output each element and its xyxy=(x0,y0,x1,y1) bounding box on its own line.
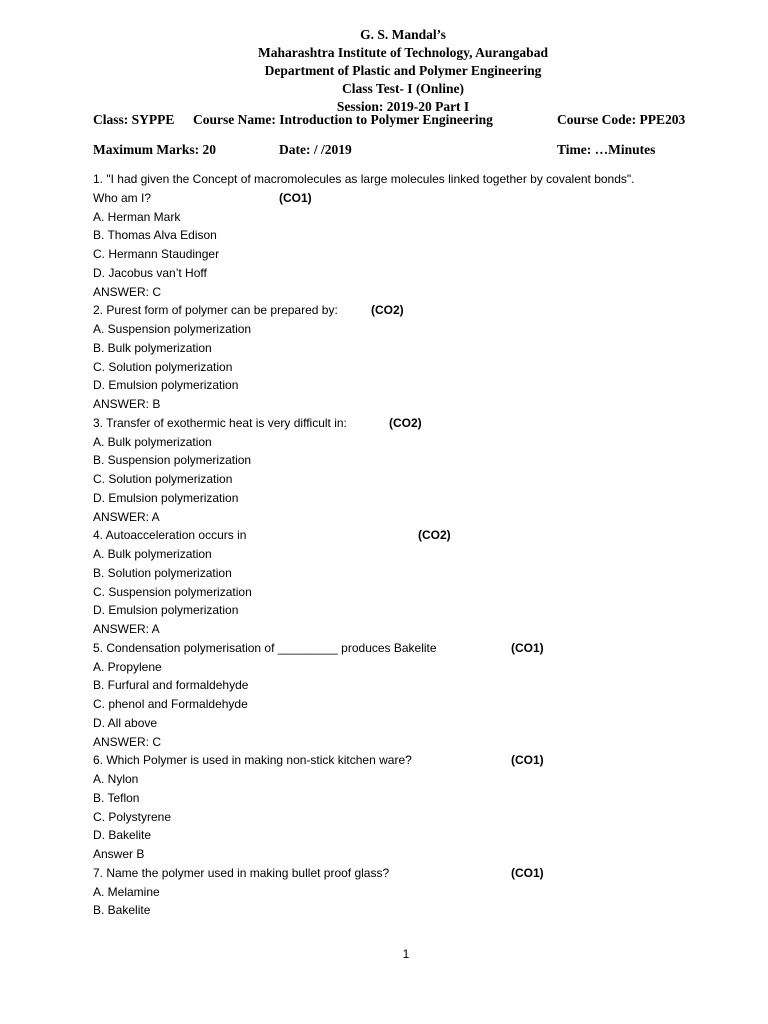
question-line xyxy=(93,189,713,208)
line-text: A. Nylon xyxy=(93,772,139,786)
question-line xyxy=(93,751,713,770)
line-text: B. Bakelite xyxy=(93,903,151,918)
question-line xyxy=(93,883,713,902)
line-text: A. Suspension polymerization xyxy=(93,322,252,336)
max-marks-label: Maximum Marks: 20 xyxy=(93,142,216,157)
question-line xyxy=(93,433,713,452)
question-line xyxy=(93,320,713,339)
question-line xyxy=(93,545,713,564)
line-text: 6. Which Polymer is used in making non-stick kitchen ware? xyxy=(93,753,412,768)
question-line xyxy=(93,470,713,489)
line-text: A. Bulk polymerization xyxy=(93,434,212,449)
question-line xyxy=(93,808,713,827)
line-text: Who am I? xyxy=(93,190,152,205)
line-text: 2. Purest form of polymer can be prepared by: xyxy=(93,303,338,318)
question-line xyxy=(93,264,713,283)
line-text: 4. Autoacceleration occurs in xyxy=(93,528,247,543)
line-text: D. Emulsion polymerization xyxy=(93,378,239,393)
line-text: ANSWER: C xyxy=(93,734,162,749)
line-text: B. Bulk polymerization xyxy=(93,340,212,355)
question-line xyxy=(93,283,713,302)
date-label: Date: / /2019 xyxy=(279,142,352,157)
line-text: 3. Transfer of exothermic heat is very difficult in: xyxy=(93,415,347,430)
question-line xyxy=(93,695,713,714)
line-text: B. Teflon xyxy=(93,790,140,805)
question-line xyxy=(93,564,713,583)
line-text: B. Solution polymerization xyxy=(93,565,232,580)
page-number: 1 xyxy=(402,947,410,961)
question-line xyxy=(93,826,713,845)
course-outcome-tag: (CO1) xyxy=(279,190,312,205)
line-text: 7. Name the polymer used in making bullet proof glass? xyxy=(93,865,390,880)
question-line xyxy=(93,301,713,320)
line-text: A. Bulk polymerization xyxy=(93,547,212,561)
line-text: A. Herman Mark xyxy=(93,209,181,224)
question-line xyxy=(93,395,713,414)
session-label: Session: 2019-20 Part I xyxy=(336,99,470,114)
test-title: Class Test- I (Online) xyxy=(342,81,464,96)
line-text: 1. "I had given the Concept of macromolecules as large molecules linked together by covalent bonds". xyxy=(93,172,635,186)
question-line xyxy=(93,620,713,639)
line-text: D. Emulsion polymerization xyxy=(93,490,239,505)
line-text: D. Jacobus van’t Hoff xyxy=(93,265,207,280)
line-text: C. Solution polymerization xyxy=(93,359,233,374)
line-text: B. Furfural and formaldehyde xyxy=(93,678,249,693)
line-text: 5. Condensation polymerisation of _________ produces Bakelite xyxy=(93,640,437,655)
question-line xyxy=(93,676,713,695)
line-text: ANSWER: A xyxy=(93,509,160,524)
question-line xyxy=(93,245,713,264)
question-line xyxy=(93,601,713,620)
question-line xyxy=(93,170,713,189)
course-outcome-tag: (CO2) xyxy=(389,415,422,430)
question-line xyxy=(93,358,713,377)
course-name-label: Course Name: Introduction to Polymer Engineering xyxy=(193,112,493,127)
question-line xyxy=(93,226,713,245)
line-text: C. Suspension polymerization xyxy=(93,584,252,599)
line-text: C. Solution polymerization xyxy=(93,472,233,486)
line-text: D. All above xyxy=(93,715,158,730)
line-text: Answer B xyxy=(93,847,145,861)
course-outcome-tag: (CO1) xyxy=(511,865,544,880)
document-header xyxy=(19,26,768,116)
time-label: Time: …Minutes xyxy=(557,142,656,157)
department-name: Department of Plastic and Polymer Engineering xyxy=(264,63,542,78)
question-line xyxy=(93,451,713,470)
question-line xyxy=(93,339,713,358)
question-line xyxy=(93,526,713,545)
question-line xyxy=(93,733,713,752)
question-line xyxy=(93,789,713,808)
line-text: B. Thomas Alva Edison xyxy=(93,228,217,243)
line-text: A. Melamine xyxy=(93,884,160,899)
institute-name: Maharashtra Institute of Technology, Aurangabad xyxy=(258,45,548,60)
course-outcome-tag: (CO1) xyxy=(511,753,544,768)
line-text: D. Bakelite xyxy=(93,828,152,843)
question-line xyxy=(93,714,713,733)
line-text: ANSWER: B xyxy=(93,397,161,411)
course-code-label: Course Code: PPE203 xyxy=(557,112,686,127)
question-line xyxy=(93,658,713,677)
line-text: B. Suspension polymerization xyxy=(93,453,252,468)
org-name: G. S. Mandal’s xyxy=(360,27,446,42)
question-line xyxy=(93,583,713,602)
question-line xyxy=(93,901,713,920)
question-line xyxy=(93,770,713,789)
question-line xyxy=(93,376,713,395)
question-line xyxy=(93,489,713,508)
question-line xyxy=(93,845,713,864)
line-text: ANSWER: C xyxy=(93,284,162,299)
question-line xyxy=(93,414,713,433)
question-line xyxy=(93,208,713,227)
course-outcome-tag: (CO2) xyxy=(418,528,451,543)
class-label: Class: SYPPE xyxy=(93,112,175,127)
line-text: C. phenol and Formaldehyde xyxy=(93,697,248,711)
question-line xyxy=(93,864,713,883)
question-list xyxy=(93,170,713,920)
course-outcome-tag: (CO1) xyxy=(511,640,544,655)
line-text: C. Hermann Staudinger xyxy=(93,247,220,261)
course-outcome-tag: (CO2) xyxy=(371,303,404,318)
line-text: ANSWER: A xyxy=(93,622,160,636)
line-text: C. Polystyrene xyxy=(93,809,172,824)
line-text: A. Propylene xyxy=(93,659,162,674)
question-line xyxy=(93,508,713,527)
line-text: D. Emulsion polymerization xyxy=(93,603,239,618)
question-line xyxy=(93,639,713,658)
